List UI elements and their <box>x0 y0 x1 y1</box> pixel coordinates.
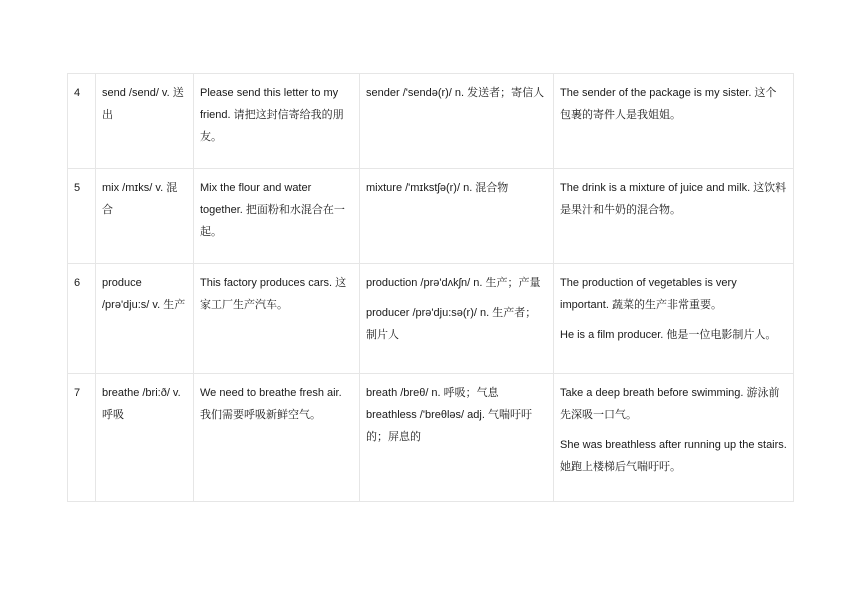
word-entry: produce /prə'dju:s/ v. 生产 <box>96 264 194 374</box>
derived-sentences <box>554 264 794 374</box>
derived-word: mixture /'mɪkstʃə(r)/ n. 混合物 <box>366 182 509 194</box>
derived-sentence: The drink is a mixture of juice and milk. 这饮料是果汁和牛奶的混合物。 <box>560 182 787 216</box>
table-row <box>68 374 794 502</box>
derived-sentence: Take a deep breath before swimming. 游泳前先深吸一口气。 <box>560 387 780 421</box>
derived-word: sender /'sendə(r)/ n. 发送者；寄信人 <box>366 87 545 99</box>
spacer <box>366 294 547 302</box>
derived-sentence: She was breathless after running up the stairs. 她跑上楼梯后气喘吁吁。 <box>560 439 787 473</box>
row-number: 4 <box>68 74 96 169</box>
derived-words <box>360 374 554 502</box>
derived-word: producer /prə'dju:sə(r)/ n. 生产者；制片人 <box>366 307 537 341</box>
table-row <box>68 264 794 374</box>
derived-word: breath /breθ/ n. 呼吸；气息 <box>366 387 499 399</box>
example-sentence: Mix the flour and water together. 把面粉和水混合在一起。 <box>194 169 360 264</box>
word-entry: mix /mɪks/ v. 混合 <box>96 169 194 264</box>
derived-words <box>360 264 554 374</box>
derived-sentences <box>554 74 794 169</box>
derived-sentence: He is a film producer. 他是一位电影制片人。 <box>560 329 777 341</box>
row-number: 5 <box>68 169 96 264</box>
derived-word: production /prə'dʌkʃn/ n. 生产；产量 <box>366 277 541 289</box>
table-row <box>68 169 794 264</box>
row-number: 7 <box>68 374 96 502</box>
example-sentence: This factory produces cars. 这家工厂生产汽车。 <box>194 264 360 374</box>
row-number: 6 <box>68 264 96 374</box>
derived-words <box>360 74 554 169</box>
vocabulary-table <box>67 73 794 502</box>
word-entry: send /send/ v. 送出 <box>96 74 194 169</box>
spacer <box>560 316 787 324</box>
spacer <box>560 426 787 434</box>
derived-word: breathless /'breθləs/ adj. 气喘吁吁的；屏息的 <box>366 409 532 443</box>
example-sentence: Please send this letter to my friend. 请把这封信寄给我的朋友。 <box>194 74 360 169</box>
word-entry: breathe /bri:ð/ v. 呼吸 <box>96 374 194 502</box>
derived-sentences <box>554 374 794 502</box>
derived-sentence: The sender of the package is my sister. 这个包裹的寄件人是我姐姐。 <box>560 87 777 121</box>
derived-words <box>360 169 554 264</box>
derived-sentences <box>554 169 794 264</box>
table-row <box>68 74 794 169</box>
derived-sentence: The production of vegetables is very important. 蔬菜的生产非常重要。 <box>560 277 737 311</box>
example-sentence: We need to breathe fresh air. 我们需要呼吸新鲜空气。 <box>194 374 360 502</box>
